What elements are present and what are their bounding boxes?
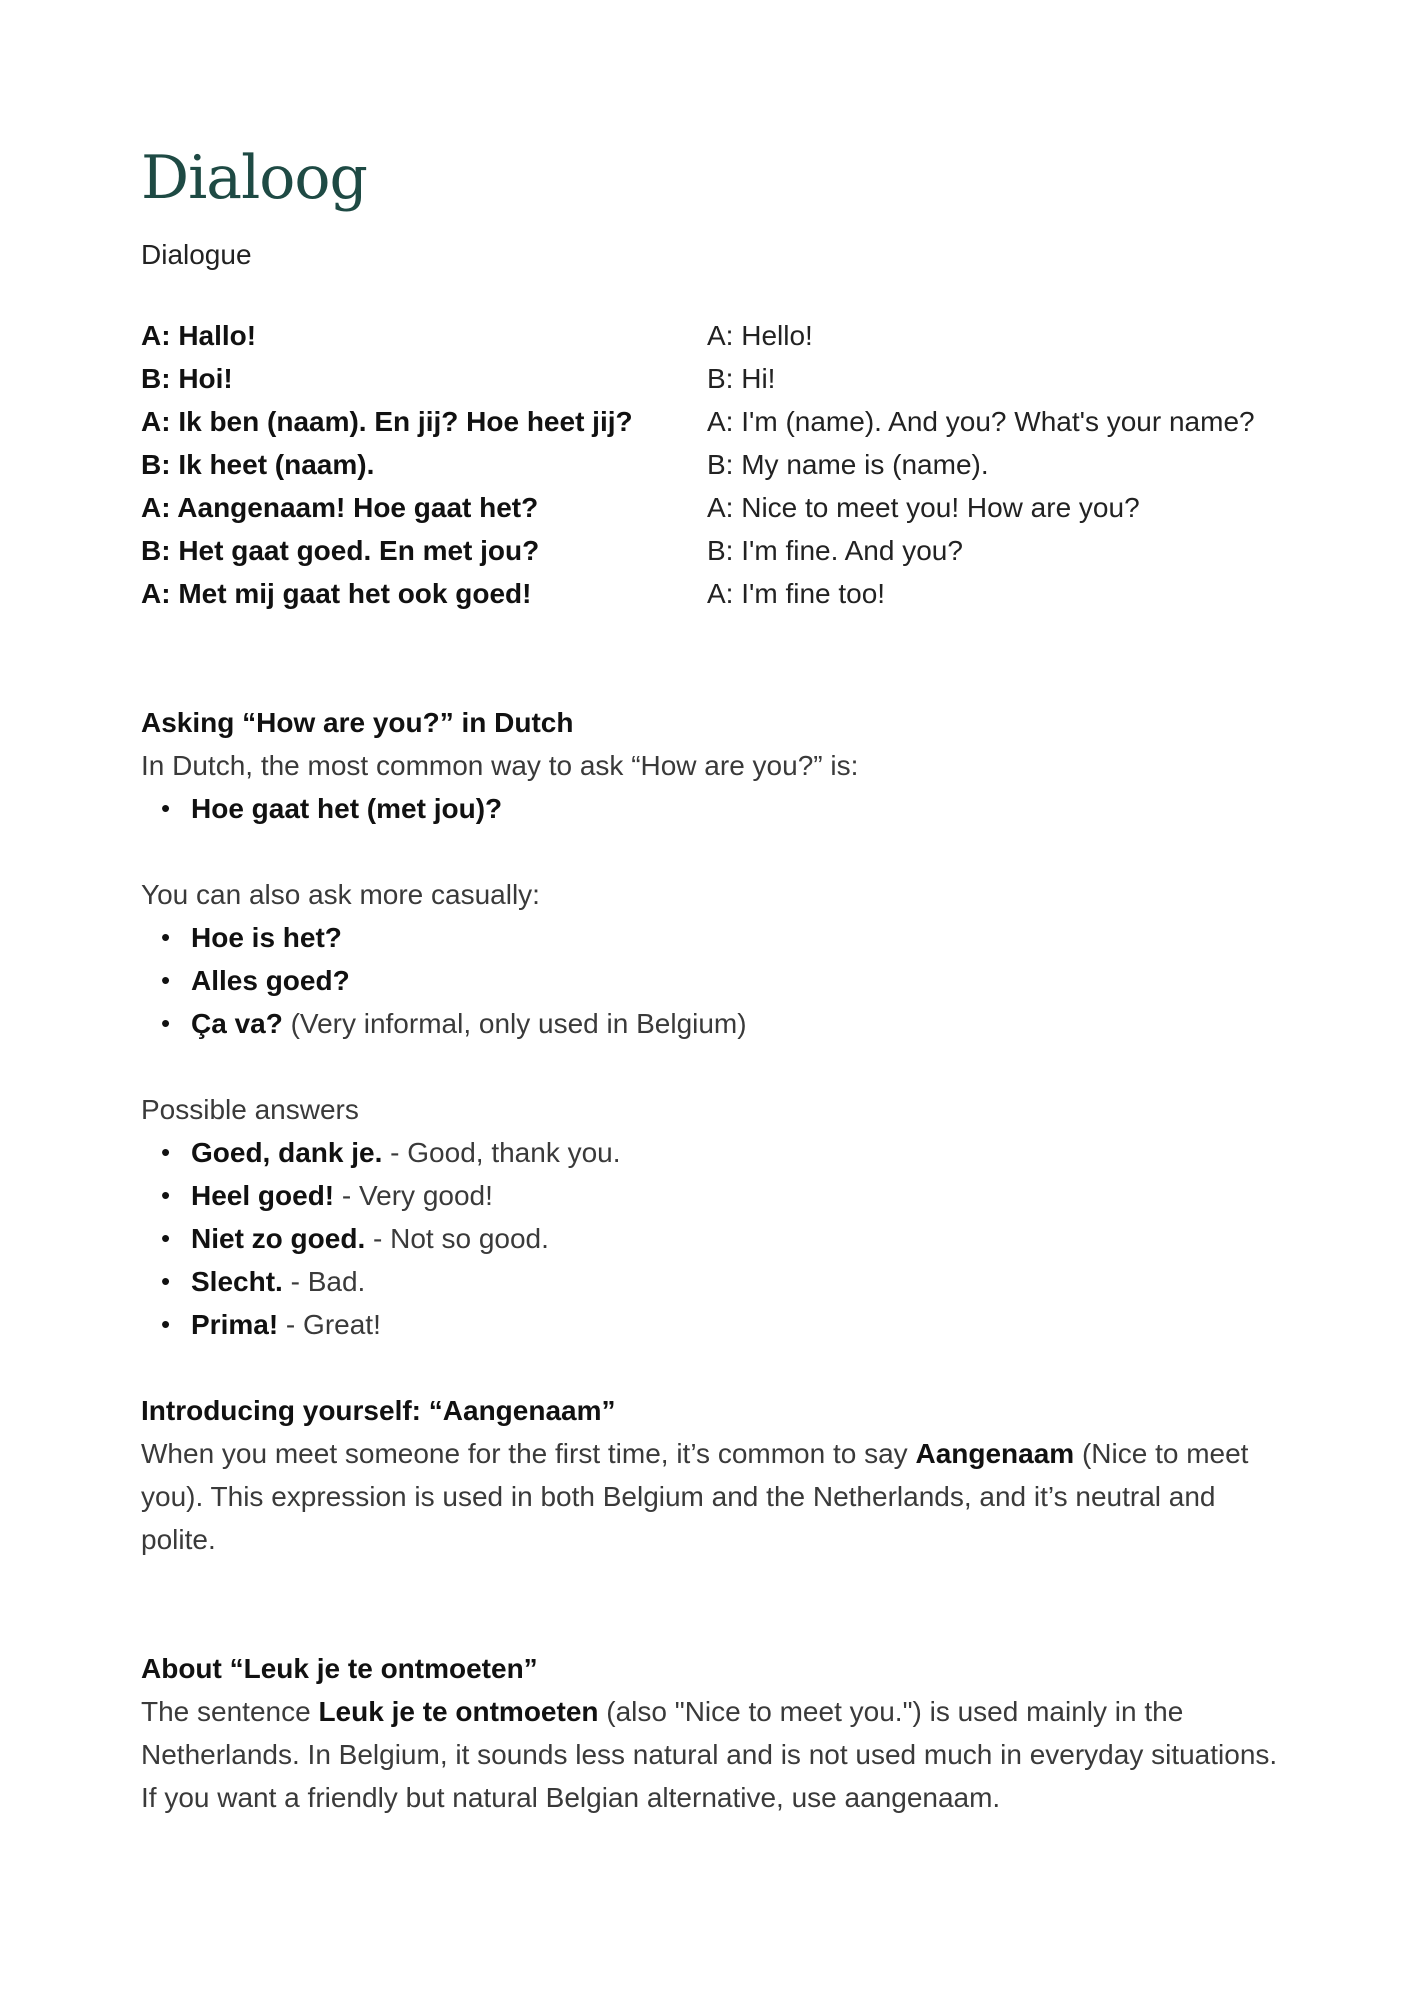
- phrase-translation: - Great!: [278, 1309, 381, 1340]
- section-aangenaam: [141, 1389, 1281, 1561]
- dialogue-dutch-line: B: Het gaat goed. En met jou?: [141, 535, 540, 566]
- paragraph-text: The sentence: [141, 1696, 319, 1727]
- dutch-phrase: Hoe is het?: [191, 922, 342, 953]
- dialogue-row: [141, 357, 1311, 400]
- dutch-phrase: Alles goed?: [191, 965, 350, 996]
- list-item: [191, 1217, 1281, 1260]
- list-item: [191, 1174, 1281, 1217]
- dialogue-row: [141, 486, 1311, 529]
- section-leuk-je-te-ontmoeten: [141, 1647, 1281, 1819]
- casual-intro: You can also ask more casually:: [141, 879, 540, 910]
- phrase-note: (Very informal, only used in Belgium): [282, 1008, 747, 1039]
- section-intro: In Dutch, the most common way to ask “How are you?” is:: [141, 750, 859, 781]
- page-subtitle: Dialogue: [141, 239, 252, 270]
- phrase-translation: - Bad.: [282, 1266, 366, 1297]
- page-title: Dialoog: [141, 143, 367, 213]
- section-how-are-you: [141, 701, 1281, 1346]
- dutch-phrase: Hoe gaat het (met jou)?: [191, 793, 503, 824]
- answers-intro: Possible answers: [141, 1094, 359, 1125]
- paragraph-text: When you meet someone for the first time, it’s common to say: [141, 1438, 916, 1469]
- dialogue-english-line: A: Nice to meet you! How are you?: [707, 492, 1140, 523]
- section-heading: Asking “How are you?” in Dutch: [141, 707, 574, 738]
- answers-list: [141, 1131, 1281, 1346]
- phrase-translation: - Very good!: [334, 1180, 493, 1211]
- dialogue-dutch-line: A: Aangenaam! Hoe gaat het?: [141, 492, 539, 523]
- dialogue-row: [141, 443, 1311, 486]
- dutch-phrase: Goed, dank je.: [191, 1137, 383, 1168]
- list-item: [191, 1260, 1281, 1303]
- casual-question-list: [141, 916, 1281, 1045]
- dutch-phrase: Leuk je te ontmoeten: [318, 1696, 599, 1727]
- dutch-phrase: Heel goed!: [191, 1180, 335, 1211]
- dialogue-row: [141, 400, 1311, 443]
- dialogue-english-line: A: Hello!: [707, 320, 813, 351]
- paragraph-text: (also "Nice to meet you.") is used mainly in the Netherlands. In Belgium, it sounds less natural and is not used much in everyday situations. If you want a friendly but natural Belgian alternative, use aangenaam.: [141, 1696, 1278, 1813]
- list-item: [191, 1131, 1281, 1174]
- common-question-list: [141, 787, 1281, 830]
- dialogue-table: [141, 314, 1311, 615]
- dialogue-dutch-line: B: Ik heet (naam).: [141, 449, 375, 480]
- list-item: [191, 787, 1281, 830]
- dutch-phrase: Niet zo goed.: [191, 1223, 366, 1254]
- dialogue-english-line: A: I'm (name). And you? What's your name?: [707, 406, 1255, 437]
- list-item: [191, 1002, 1281, 1045]
- phrase-translation: - Good, thank you.: [382, 1137, 621, 1168]
- dutch-phrase: Slecht.: [191, 1266, 283, 1297]
- dutch-phrase: Prima!: [191, 1309, 279, 1340]
- section-paragraph: [141, 1690, 1281, 1819]
- list-item: [191, 959, 1281, 1002]
- dutch-phrase: Aangenaam: [915, 1438, 1075, 1469]
- dialogue-english-line: A: I'm fine too!: [707, 578, 886, 609]
- dialogue-english-line: B: My name is (name).: [707, 449, 989, 480]
- dialogue-dutch-line: A: Ik ben (naam). En jij? Hoe heet jij?: [141, 406, 633, 437]
- section-paragraph: [141, 1432, 1281, 1561]
- dutch-phrase: Ça va?: [191, 1008, 283, 1039]
- list-item: [191, 1303, 1281, 1346]
- list-item: [191, 916, 1281, 959]
- dialogue-dutch-line: A: Hallo!: [141, 320, 257, 351]
- section-heading: Introducing yourself: “Aangenaam”: [141, 1395, 616, 1426]
- dialogue-english-line: B: Hi!: [707, 363, 776, 394]
- phrase-translation: - Not so good.: [365, 1223, 549, 1254]
- dialogue-row: [141, 572, 1311, 615]
- dialogue-dutch-line: B: Hoi!: [141, 363, 233, 394]
- dialogue-row: [141, 529, 1311, 572]
- dialogue-english-line: B: I'm fine. And you?: [707, 535, 963, 566]
- section-heading: About “Leuk je te ontmoeten”: [141, 1653, 538, 1684]
- dialogue-row: [141, 314, 1311, 357]
- paragraph-text: (Nice to meet you). This expression is used in both Belgium and the Netherlands, and it’s neutral and polite.: [141, 1438, 1249, 1555]
- dialogue-dutch-line: A: Met mij gaat het ook goed!: [141, 578, 532, 609]
